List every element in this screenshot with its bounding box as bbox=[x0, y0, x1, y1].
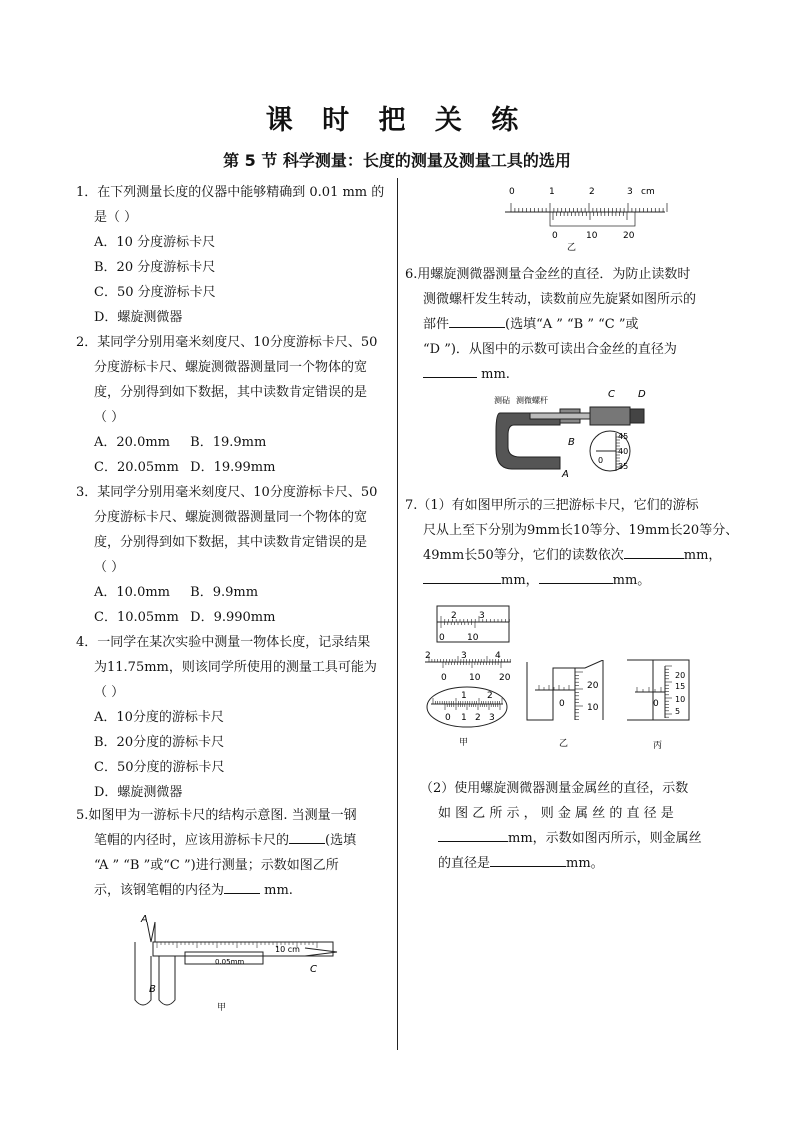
vernier-number: 10 bbox=[586, 231, 598, 241]
question-6-text: 部件 bbox=[423, 317, 450, 332]
question-4-line: （ ） bbox=[94, 685, 125, 700]
figure-caption: 甲 bbox=[217, 1003, 227, 1013]
question-7-text: mm。 bbox=[612, 573, 651, 588]
spindle bbox=[530, 413, 590, 419]
caliper-3-vernier-number: 0 bbox=[445, 713, 451, 723]
question-7-line: 尺从上至下分别为9mm长10等分、19mm长20等分、 bbox=[423, 523, 739, 538]
question-6-text: mm. bbox=[477, 367, 510, 382]
answer-blank[interactable] bbox=[289, 829, 325, 844]
question-2-line: 分度游标卡尺、螺旋测微器测量同一个物体的宽 bbox=[94, 360, 368, 375]
main-scale-number: 3 bbox=[627, 187, 633, 197]
micrometer-figure bbox=[490, 385, 660, 485]
question-4-line: 4．一同学在某次实验中测量一物体长度，记录结果 bbox=[76, 635, 371, 650]
caliper-1-main-number: 3 bbox=[479, 611, 485, 621]
vernier-figure-yi bbox=[495, 182, 675, 252]
caliper-1-vernier-number: 10 bbox=[467, 633, 479, 643]
question-6 bbox=[405, 262, 696, 387]
label-d: D bbox=[638, 389, 646, 400]
section-subtitle: 第 5 节 科学测量：长度的测量及测量工具的选用 bbox=[223, 151, 571, 170]
question-3-line: 度，分别得到如下数据，其中读数肯定错误的是 bbox=[94, 535, 368, 550]
question-7-part-2-text: mm，示数如图丙所示，则金属丝 bbox=[508, 831, 702, 846]
question-6-line: “D ”)．从图中的示数可读出合金丝的直径为 bbox=[423, 342, 677, 357]
ratchet bbox=[630, 409, 644, 423]
figure-caption: 乙 bbox=[567, 243, 577, 252]
question-6-line: 6.用螺旋测微器测量合金丝的直径．为防止读数时 bbox=[405, 267, 691, 282]
question-5-line: “A ” “B ”或“C ”)进行测量；示数如图乙所 bbox=[94, 858, 339, 873]
thimble-number: 10 bbox=[587, 703, 599, 713]
question-3 bbox=[76, 480, 377, 630]
caliper-2-main-number: 3 bbox=[461, 651, 467, 661]
question-2-option-b[interactable]: B．19.9mm bbox=[190, 435, 267, 450]
question-2-line: 2．某同学分别用毫米刻度尺、10分度游标卡尺、50 bbox=[76, 335, 378, 350]
question-5-text: (选填 bbox=[325, 833, 357, 848]
sleeve-number: 0 bbox=[598, 456, 604, 465]
outer-jaw-movable bbox=[159, 956, 175, 1005]
thimble-number: 45 bbox=[618, 432, 629, 441]
question-5-text: mm. bbox=[260, 883, 293, 898]
label-b: B bbox=[568, 437, 575, 448]
question-5-text: 笔帽的内径时，应该用游标卡尺的 bbox=[94, 833, 290, 848]
question-6-line: 测微螺杆发生转动，读数前应先旋紧如图所示的 bbox=[423, 292, 697, 307]
caliper-1-vernier-number: 0 bbox=[439, 633, 445, 643]
question-2-option-a[interactable]: A．20.0mm bbox=[94, 435, 170, 450]
answer-blank[interactable] bbox=[423, 569, 501, 584]
label-c: C bbox=[608, 389, 615, 400]
label-a: A bbox=[562, 469, 569, 480]
question-6-text: (选填“A ” “B ” “C ”或 bbox=[505, 317, 639, 332]
outer-jaw-fixed bbox=[135, 942, 151, 1005]
question-1 bbox=[76, 180, 384, 330]
thimble-number: 20 bbox=[587, 681, 599, 691]
caliper-1-main-number: 2 bbox=[451, 611, 457, 621]
answer-blank[interactable] bbox=[624, 544, 684, 559]
question-5 bbox=[76, 803, 357, 903]
question-3-line: 3．某同学分别用毫米刻度尺、10分度游标卡尺、50 bbox=[76, 485, 378, 500]
question-1-option-d[interactable]: D．螺旋测微器 bbox=[94, 310, 183, 325]
thimble-number: 5 bbox=[675, 707, 681, 716]
sleeve-number: 0 bbox=[653, 699, 659, 709]
label-spindle: 测微螺杆 bbox=[516, 396, 548, 405]
question-4-line: 为11.75mm，则该同学所使用的测量工具可能为 bbox=[94, 660, 377, 675]
question-7-part-2-text: 的直径是 bbox=[438, 856, 491, 871]
question-4-option-b[interactable]: B．20分度的游标卡尺 bbox=[94, 735, 225, 750]
answer-blank[interactable] bbox=[224, 879, 260, 894]
question-2 bbox=[76, 330, 377, 480]
label-anvil: 测砧 bbox=[494, 396, 510, 405]
vernier-number: 20 bbox=[623, 231, 635, 241]
figure-caption: 乙 bbox=[559, 739, 569, 749]
question-1-option-b[interactable]: B．20 分度游标卡尺 bbox=[94, 260, 216, 275]
answer-blank[interactable] bbox=[438, 827, 508, 842]
label-c: C bbox=[310, 964, 317, 975]
thimble-number: 40 bbox=[618, 447, 629, 456]
caliper-2-vernier-number: 10 bbox=[469, 673, 481, 683]
thimble-number: 35 bbox=[618, 462, 629, 471]
question-2-line: （ ） bbox=[94, 410, 125, 425]
sleeve-number: 0 bbox=[559, 699, 565, 709]
question-4-option-d[interactable]: D．螺旋测微器 bbox=[94, 785, 183, 800]
caliper-3-main-number: 2 bbox=[487, 691, 493, 701]
thimble-number: 20 bbox=[675, 671, 686, 680]
vernier-scale bbox=[550, 212, 635, 226]
inner-jaws bbox=[147, 922, 155, 942]
depth-rod bbox=[305, 948, 337, 956]
unit-label: 10 cm bbox=[275, 945, 300, 954]
main-scale-bar bbox=[153, 942, 333, 956]
main-scale-number: 0 bbox=[509, 187, 515, 197]
question-4-option-c[interactable]: C．50分度的游标卡尺 bbox=[94, 760, 225, 775]
question-7-line: 7.（1）有如图甲所示的三把游标卡尺，它们的游标 bbox=[405, 498, 699, 513]
label-a: A bbox=[141, 914, 148, 925]
answer-blank[interactable] bbox=[449, 313, 505, 328]
caliper-3-vernier-number: 3 bbox=[489, 713, 495, 723]
page-title: 课 时 把 关 练 bbox=[265, 105, 529, 136]
thimble bbox=[590, 407, 630, 425]
question-7-part-2-text: mm。 bbox=[566, 856, 604, 871]
question-1-option-c[interactable]: C．50 分度游标卡尺 bbox=[94, 285, 216, 300]
question-5-line: 5.如图甲为一游标卡尺的结构示意图. 当测量一钢 bbox=[76, 808, 357, 823]
question-7-text: mm， bbox=[501, 573, 539, 588]
thimble-number: 15 bbox=[675, 682, 686, 691]
frame bbox=[496, 413, 560, 469]
question-2-option-d[interactable]: D．19.99mm bbox=[190, 460, 276, 475]
question-1-line: 1．在下列测量长度的仪器中能够精确到 0.01 mm 的 bbox=[76, 185, 385, 200]
question-2-option-c[interactable]: C．20.05mm bbox=[94, 460, 179, 475]
question-2-line: 度，分别得到如下数据，其中读数肯定错误的是 bbox=[94, 385, 368, 400]
caliper-figure-jia bbox=[125, 912, 340, 1017]
question-4 bbox=[76, 630, 377, 805]
question-4-option-a[interactable]: A．10分度的游标卡尺 bbox=[94, 710, 224, 725]
question-3-option-d[interactable]: D．9.990mm bbox=[190, 610, 276, 625]
label-b: B bbox=[149, 984, 156, 995]
unit-label: cm bbox=[641, 187, 655, 197]
micrometer-reading-yi bbox=[525, 660, 605, 750]
caliper-3-vernier-number: 1 bbox=[461, 713, 467, 723]
answer-blank[interactable] bbox=[539, 569, 613, 584]
question-7-part-2-line: 如 图 乙 所 示 ， 则 金 属 丝 的 直 径 是 bbox=[438, 806, 674, 821]
main-scale-number: 1 bbox=[549, 187, 555, 197]
caliper-3-vernier-number: 2 bbox=[475, 713, 481, 723]
main-scale-number: 2 bbox=[589, 187, 595, 197]
vernier-number: 0 bbox=[552, 231, 558, 241]
caliper-3-main-number: 1 bbox=[461, 691, 467, 701]
caliper-2-vernier-number: 0 bbox=[441, 673, 447, 683]
question-1-line: 是（ ） bbox=[94, 210, 138, 225]
caliper-2-main-number: 2 bbox=[425, 651, 431, 661]
micrometer-reading-bing bbox=[625, 656, 695, 752]
question-7 bbox=[405, 493, 738, 593]
question-3-line: 分度游标卡尺、螺旋测微器测量同一个物体的宽 bbox=[94, 510, 368, 525]
question-7-text: 49mm长50等分，它们的读数依次 bbox=[423, 548, 624, 563]
question-3-option-a[interactable]: A．10.0mm bbox=[94, 585, 170, 600]
question-7-part-2 bbox=[420, 776, 702, 876]
thimble-number: 10 bbox=[675, 695, 686, 704]
question-3-option-c[interactable]: C．10.05mm bbox=[94, 610, 179, 625]
caliper-2-vernier-number: 20 bbox=[499, 673, 511, 683]
answer-blank[interactable] bbox=[490, 852, 566, 867]
calipers-figure-jia bbox=[425, 604, 525, 749]
question-1-option-a[interactable]: A．10 分度游标卡尺 bbox=[94, 235, 216, 250]
question-5-text: 示，该钢笔帽的内径为 bbox=[94, 883, 225, 898]
vernier-precision-label: 0.05mm bbox=[215, 958, 245, 966]
figure-caption: 丙 bbox=[653, 741, 663, 751]
caliper-2-main-number: 4 bbox=[495, 651, 501, 661]
question-3-option-b[interactable]: B．9.9mm bbox=[190, 585, 259, 600]
column-divider bbox=[397, 178, 398, 1050]
answer-blank[interactable] bbox=[423, 363, 477, 378]
question-7-part-2-line: （2）使用螺旋测微器测量金属丝的直径，示数 bbox=[420, 781, 689, 796]
question-3-line: （ ） bbox=[94, 560, 125, 575]
question-7-text: mm， bbox=[683, 548, 722, 563]
figure-caption: 甲 bbox=[459, 738, 469, 748]
